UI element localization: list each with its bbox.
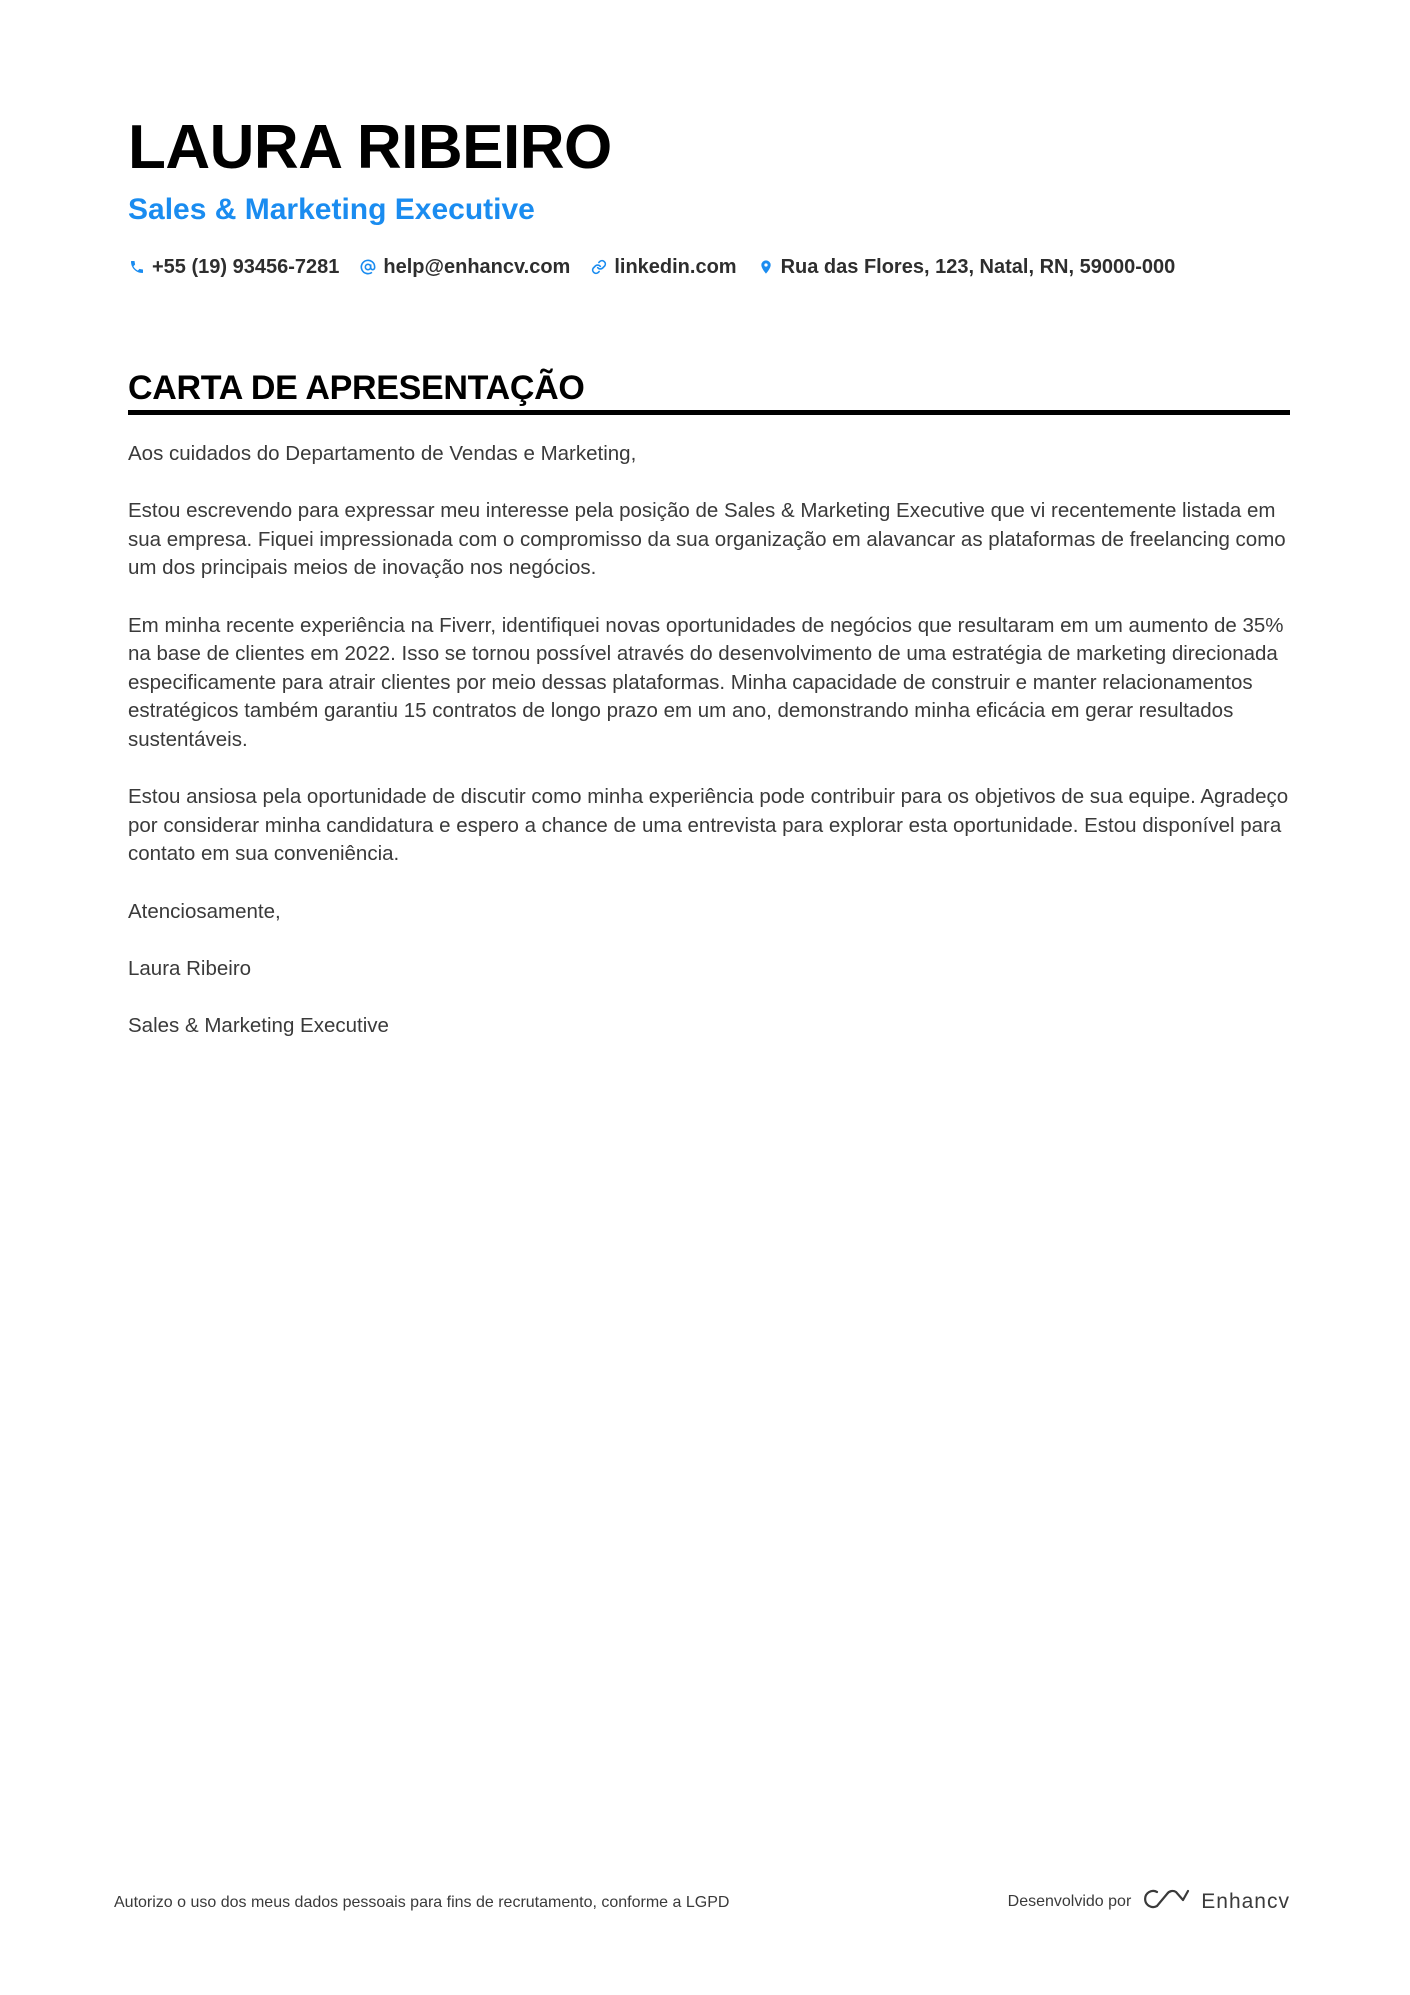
enhancv-logo-icon xyxy=(1143,1886,1191,1917)
phone-icon xyxy=(128,258,146,276)
letter-body xyxy=(128,440,1290,1069)
link-icon xyxy=(590,258,608,276)
signature-title: Sales & Marketing Executive xyxy=(128,1013,389,1037)
powered-by-label: Desenvolvido por xyxy=(1007,1892,1132,1910)
letter-paragraph: Em minha recente experiência na Fiverr, identifiquei novas oportunidades de negócios que resultaram em um aumento de 35% na base de clientes em 2022. Isso se tornou possível através do desenvolvimento de uma estratégia de marketing direcionada especificamente para atrair clientes por meio dessas plataformas. Minha capacidade de construir e manter relacionamentos estratégicos também garantiu 15 contratos de longo prazo em um ano, demonstrando minha eficácia em gerar resultados sustentáveis. xyxy=(128,613,1284,751)
contact-address xyxy=(757,252,1176,282)
at-icon xyxy=(359,258,377,276)
location-pin-icon xyxy=(757,258,775,276)
contact-bar xyxy=(128,252,1175,282)
letter-paragraph: Estou escrevendo para expressar meu interesse pela posição de Sales & Marketing Executive que vi recentemente listada em sua empresa. Fiquei impressionada com o compromisso da sua organização em alavancar as plataformas de freelancing como um dos principais meios de inovação nos negócios. xyxy=(128,499,1286,580)
contact-email-text: help@enhancv.com xyxy=(383,256,571,278)
candidate-name: LAURA RIBEIRO xyxy=(128,113,612,182)
section-title: CARTA DE APRESENTAÇÃO xyxy=(128,369,585,407)
contact-email[interactable] xyxy=(359,252,570,282)
contact-address-text: Rua das Flores, 123, Natal, RN, 59000-000 xyxy=(780,256,1176,278)
brand-logo xyxy=(1143,1886,1290,1917)
candidate-headline: Sales & Marketing Executive xyxy=(128,193,535,226)
contact-linkedin-text: linkedin.com xyxy=(614,256,737,278)
contact-linkedin[interactable] xyxy=(590,252,736,282)
contact-phone[interactable] xyxy=(128,252,339,282)
section-divider xyxy=(128,410,1290,415)
letter-greeting: Aos cuidados do Departamento de Vendas e Marketing, xyxy=(128,442,637,465)
letter-paragraph: Estou ansiosa pela oportunidade de discutir como minha experiência pode contribuir para os objetivos de sua equipe. Agradeço por considerar minha candidatura e espero a chance de uma entrevista para explorar esta oportunidade. Estou disponível para contato em sua conveniência. xyxy=(128,785,1289,866)
powered-by[interactable] xyxy=(1008,1886,1290,1917)
contact-phone-text: +55 (19) 93456-7281 xyxy=(152,256,340,278)
consent-note: Autorizo o uso dos meus dados pessoais para fins de recrutamento, conforme a LGPD xyxy=(114,1894,730,1911)
signature-name: Laura Ribeiro xyxy=(128,956,252,980)
letter-closing: Atenciosamente, xyxy=(128,899,281,923)
brand-name: Enhancv xyxy=(1201,1889,1290,1913)
